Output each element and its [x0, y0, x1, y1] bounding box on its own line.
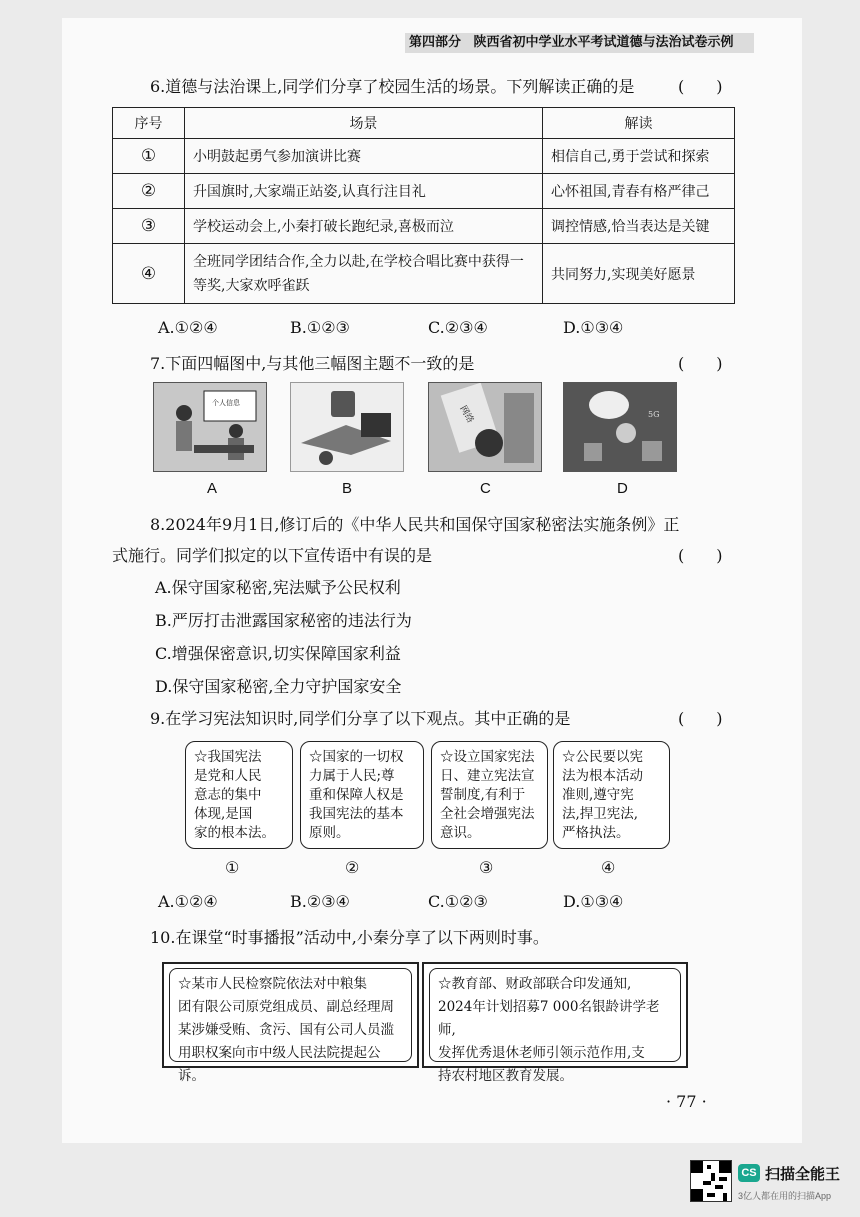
question-7-answer-bracket: ( ) [678, 354, 723, 373]
picture-c-illustration [429, 383, 541, 471]
table-row [113, 244, 735, 304]
row-scene: 小明鼓起勇气参加演讲比赛 [185, 139, 543, 174]
table-header-scene: 场景 [185, 108, 543, 139]
row-scene: 学校运动会上,小秦打破长跑纪录,喜极而泣 [185, 209, 543, 244]
option-c: C.②③④ [428, 318, 488, 337]
option-c: C.①②③ [428, 892, 488, 911]
qr-code-pattern [691, 1161, 731, 1201]
news-box-2 [422, 962, 688, 1084]
option-a: A.①②④ [158, 318, 218, 337]
row-scene: 升国旗时,大家端正站姿,认真行注目礼 [185, 174, 543, 209]
news-text-2: ☆教育部、财政部联合印发通知, 2024年计划招募7 000名银龄讲学老师, 发挥优秀退休老师引领示范作用,支 持农村地区教育发展。 [429, 968, 681, 1062]
question-10-stem: 10.在课堂“时事播报”活动中,小秦分享了以下两则时事。 [150, 928, 549, 947]
option-d: D.①③④ [563, 318, 624, 337]
header-title: 陕西省初中学业水平考试道德与法治试卷示例 [473, 35, 734, 50]
row-num: ① [113, 139, 185, 174]
camscanner-tagline: 3亿人都在用的扫描App [738, 1191, 832, 1201]
view-card-3-num: ③ [479, 858, 494, 877]
picture-d-illustration [564, 383, 676, 471]
option-b: B.①②③ [290, 318, 350, 337]
qr-code-icon [690, 1160, 732, 1202]
camscanner-brand: 扫描全能王 [765, 1166, 841, 1183]
picture-label-a: A [207, 480, 218, 497]
view-card-2-num: ② [345, 858, 360, 877]
picture-a-caption: 个人信息 [212, 399, 240, 407]
picture-d-caption: 5G [648, 410, 660, 419]
table-row [113, 139, 735, 174]
view-card-3: ☆设立国家宪法 日、建立宪法宣 誓制度,有利于 全社会增强宪法 意识。 [431, 741, 548, 849]
view-card-4-num: ④ [601, 858, 616, 877]
row-num: ④ [113, 244, 185, 304]
row-meaning: 相信自己,勇于尝试和探索 [543, 139, 735, 174]
picture-a-illustration [154, 383, 266, 471]
row-num: ② [113, 174, 185, 209]
question-6-table [112, 107, 735, 304]
news-box-1 [162, 962, 419, 1084]
question-6-stem: 6.道德与法治课上,同学们分享了校园生活的场景。下列解读正确的是 [150, 77, 635, 96]
page-header [405, 33, 754, 53]
view-card-4: ☆公民要以宪 法为根本活动 准则,遵守宪 法,捍卫宪法, 严格执法。 [553, 741, 670, 849]
question-6-answer-bracket: ( ) [678, 77, 723, 96]
page-number: · 77 · [666, 1092, 707, 1111]
table-header-meaning: 解读 [543, 108, 735, 139]
row-num: ③ [113, 209, 185, 244]
option-b: B.②③④ [290, 892, 350, 911]
question-9-stem: 9.在学习宪法知识时,同学们分享了以下观点。其中正确的是 [150, 709, 571, 728]
camscanner-logo: CS [738, 1164, 760, 1182]
table-header-row [113, 108, 735, 139]
option-a: A.①②④ [158, 892, 218, 911]
picture-a [153, 382, 267, 472]
row-meaning: 调控情感,恰当表达是关键 [543, 209, 735, 244]
table-row [113, 174, 735, 209]
picture-b-illustration [291, 383, 403, 471]
view-card-2: ☆国家的一切权 力属于人民;尊 重和保障人权是 我国宪法的基本 原则。 [300, 741, 424, 849]
view-card-1: ☆我国宪法 是党和人民 意志的集中 体现,是国 家的根本法。 [185, 741, 293, 849]
picture-d [563, 382, 677, 472]
view-card-1-num: ① [225, 858, 240, 877]
question-7-stem: 7.下面四幅图中,与其他三幅图主题不一致的是 [150, 354, 475, 373]
question-8-option-d: D.保守国家秘密,全力守护国家安全 [155, 677, 402, 696]
question-8-option-c: C.增强保密意识,切实保障国家利益 [155, 644, 401, 663]
question-9-answer-bracket: ( ) [678, 709, 723, 728]
row-meaning: 心怀祖国,青春有格严律己 [543, 174, 735, 209]
news-text-1: ☆某市人民检察院依法对中粮集 团有限公司原党组成员、副总经理周 某涉嫌受贿、贪污、国有公司人员滥 用职权案向市中级人民法院提起公诉。 [169, 968, 412, 1062]
question-8-option-a: A.保守国家秘密,宪法赋予公民权利 [155, 578, 401, 597]
picture-label-c: C [480, 480, 491, 497]
row-meaning: 共同努力,实现美好愿景 [543, 244, 735, 304]
picture-label-d: D [617, 480, 628, 497]
picture-label-b: B [342, 480, 353, 497]
picture-b [290, 382, 404, 472]
option-d: D.①③④ [563, 892, 624, 911]
question-8-stem-line1: 8.2024年9月1日,修订后的《中华人民共和国保守国家秘密法实施条例》正 [150, 515, 680, 534]
table-header-num: 序号 [113, 108, 185, 139]
table-row [113, 209, 735, 244]
picture-c-caption: 网络 [457, 404, 476, 425]
question-8-stem-line2: 式施行。同学们拟定的以下宣传语中有误的是 [112, 546, 433, 565]
header-part: 第四部分 [409, 35, 462, 50]
picture-c [428, 382, 542, 472]
row-scene: 全班同学团结合作,全力以赴,在学校合唱比赛中获得一等奖,大家欢呼雀跃 [185, 244, 543, 304]
question-8-answer-bracket: ( ) [678, 546, 723, 565]
question-8-option-b: B.严厉打击泄露国家秘密的违法行为 [155, 611, 412, 630]
